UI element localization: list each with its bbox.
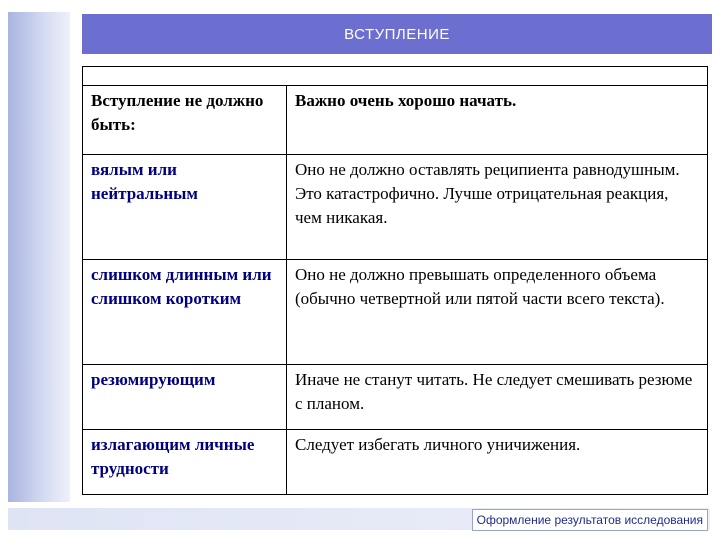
row-right-cell: Оно не должно оставлять реципиента равнодушным. Это катастрофично. Лучше отрицательная реакция, чем никакая.: [287, 155, 708, 260]
content-table: [82, 66, 708, 495]
table-header-row: [83, 86, 708, 155]
table-row: [83, 155, 708, 260]
side-decoration-bar: [8, 12, 70, 502]
footer-caption: Оформление результатов исследования: [472, 509, 708, 531]
table-row: [83, 430, 708, 495]
empty-top-row: [83, 67, 708, 86]
row-left-cell: слишком длинным или слишком коротким: [83, 260, 287, 365]
header-left-cell: Вступление не должно быть:: [83, 86, 287, 155]
header-right-cell: Важно очень хорошо начать.: [287, 86, 708, 155]
table-row: [83, 260, 708, 365]
row-left-cell: излагающим личные трудности: [83, 430, 287, 495]
row-right-cell: Следует избегать личного уничижения.: [287, 430, 708, 495]
row-right-cell: Иначе не станут читать. Не следует смешивать резюме с планом.: [287, 365, 708, 430]
table-row: [83, 365, 708, 430]
empty-cell: [83, 67, 708, 86]
row-left-cell: резюмирующим: [83, 365, 287, 430]
slide-title: ВСТУПЛЕНИЕ: [82, 14, 712, 54]
row-left-cell: вялым или нейтральным: [83, 155, 287, 260]
row-right-cell: Оно не должно превышать определенного объема (обычно четвертной или пятой части всего текста).: [287, 260, 708, 365]
